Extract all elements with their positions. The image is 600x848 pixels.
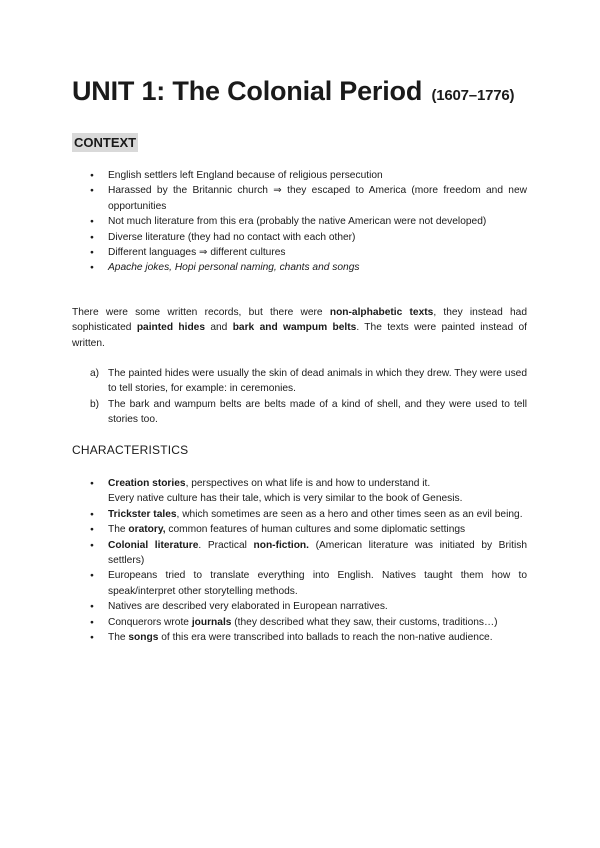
page-title bbox=[72, 76, 514, 107]
list-item bbox=[72, 366, 527, 397]
text-run: , which sometimes are seen as a hero and other times seen as an evil being. bbox=[176, 508, 523, 520]
bold-term: Colonial literature bbox=[108, 539, 199, 551]
list-item: ● English settlers left England because of religious persecution bbox=[72, 168, 527, 183]
bold-term: oratory, bbox=[128, 524, 166, 536]
context-heading: CONTEXT bbox=[74, 135, 137, 150]
characteristics-section bbox=[72, 476, 527, 645]
text-run: , they instead had sophisticated bbox=[72, 307, 527, 334]
text-run: . The texts were painted instead of written. bbox=[72, 322, 527, 349]
list-marker: b) bbox=[90, 398, 100, 410]
list-item: ● Not much literature from this era (probably the native American were not developed) bbox=[72, 214, 527, 229]
alpha-list bbox=[72, 366, 527, 428]
bold-term: songs bbox=[128, 632, 159, 644]
alpha-section bbox=[72, 366, 527, 428]
list-item bbox=[72, 615, 527, 630]
text-run: The bbox=[108, 632, 129, 644]
characteristics-bullet-list bbox=[72, 476, 527, 645]
bold-term: bark and wampum belts bbox=[232, 322, 357, 334]
list-item bbox=[72, 397, 527, 428]
text-run: The bbox=[108, 524, 129, 536]
characteristics-heading: CHARACTERISTICS bbox=[72, 443, 189, 457]
list-item: ● Diverse literature (they had no contact with each other) bbox=[72, 230, 527, 245]
list-item bbox=[72, 260, 527, 275]
list-item: ● Natives are described very elaborated in European narratives. bbox=[72, 599, 527, 614]
text-run: of this era were transcribed into ballads to reach the non-native audience. bbox=[158, 632, 493, 644]
context-bullet-list bbox=[72, 168, 527, 276]
text-run: (American literature was initiated by British settlers) bbox=[108, 539, 527, 567]
title-years: (1607–1776) bbox=[431, 87, 515, 104]
written-records-paragraph-block bbox=[72, 305, 527, 351]
text-run: (they described what they saw, their customs, traditions…) bbox=[231, 616, 498, 628]
context-section bbox=[72, 168, 527, 276]
bold-term: painted hides bbox=[136, 322, 205, 334]
bold-term: non-alphabetic texts bbox=[329, 307, 434, 318]
bold-term: Trickster tales bbox=[108, 508, 177, 520]
list-item-text: The painted hides were usually the skin of dead animals in which they drew. They were used to tell stories, for example: in ceremonies. bbox=[108, 368, 527, 395]
list-marker: a) bbox=[90, 368, 100, 379]
list-item: ● Different languages ⇒ different cultures bbox=[72, 245, 527, 260]
list-item: ● Harassed by the Britannic church ⇒ they escaped to America (more freedom and new opportunities bbox=[72, 183, 527, 214]
bold-term: Creation stories bbox=[108, 478, 186, 489]
title-main: UNIT 1: The Colonial Period bbox=[72, 76, 423, 106]
list-item bbox=[72, 522, 527, 537]
written-records-paragraph bbox=[72, 305, 527, 351]
list-item bbox=[72, 476, 527, 507]
bold-term: journals bbox=[191, 616, 232, 628]
text-run: There were some written records, but there were bbox=[72, 307, 330, 318]
list-item-italic-text: Apache jokes, Hopi personal naming, chants and songs bbox=[108, 262, 360, 274]
text-run: Every native culture has their tale, which is very similar to the book of Genesis. bbox=[108, 493, 463, 505]
list-item bbox=[72, 538, 527, 569]
list-item-text: The bark and wampum belts are belts made of a kind of shell, and they were used to tell stories too. bbox=[108, 398, 527, 426]
list-item bbox=[72, 630, 527, 645]
list-item: ● Europeans tried to translate everything into English. Natives taught them how to speak/interpret other storytelling methods. bbox=[72, 568, 527, 599]
text-run: and bbox=[205, 322, 233, 334]
text-run: common features of human cultures and some diplomatic settings bbox=[165, 524, 466, 536]
bold-term: non-fiction. bbox=[253, 539, 309, 551]
text-run: . Practical bbox=[198, 539, 254, 551]
list-item bbox=[72, 507, 527, 522]
text-run: , perspectives on what life is and how to understand it. bbox=[185, 478, 431, 489]
text-run: Conquerors wrote bbox=[108, 616, 192, 628]
